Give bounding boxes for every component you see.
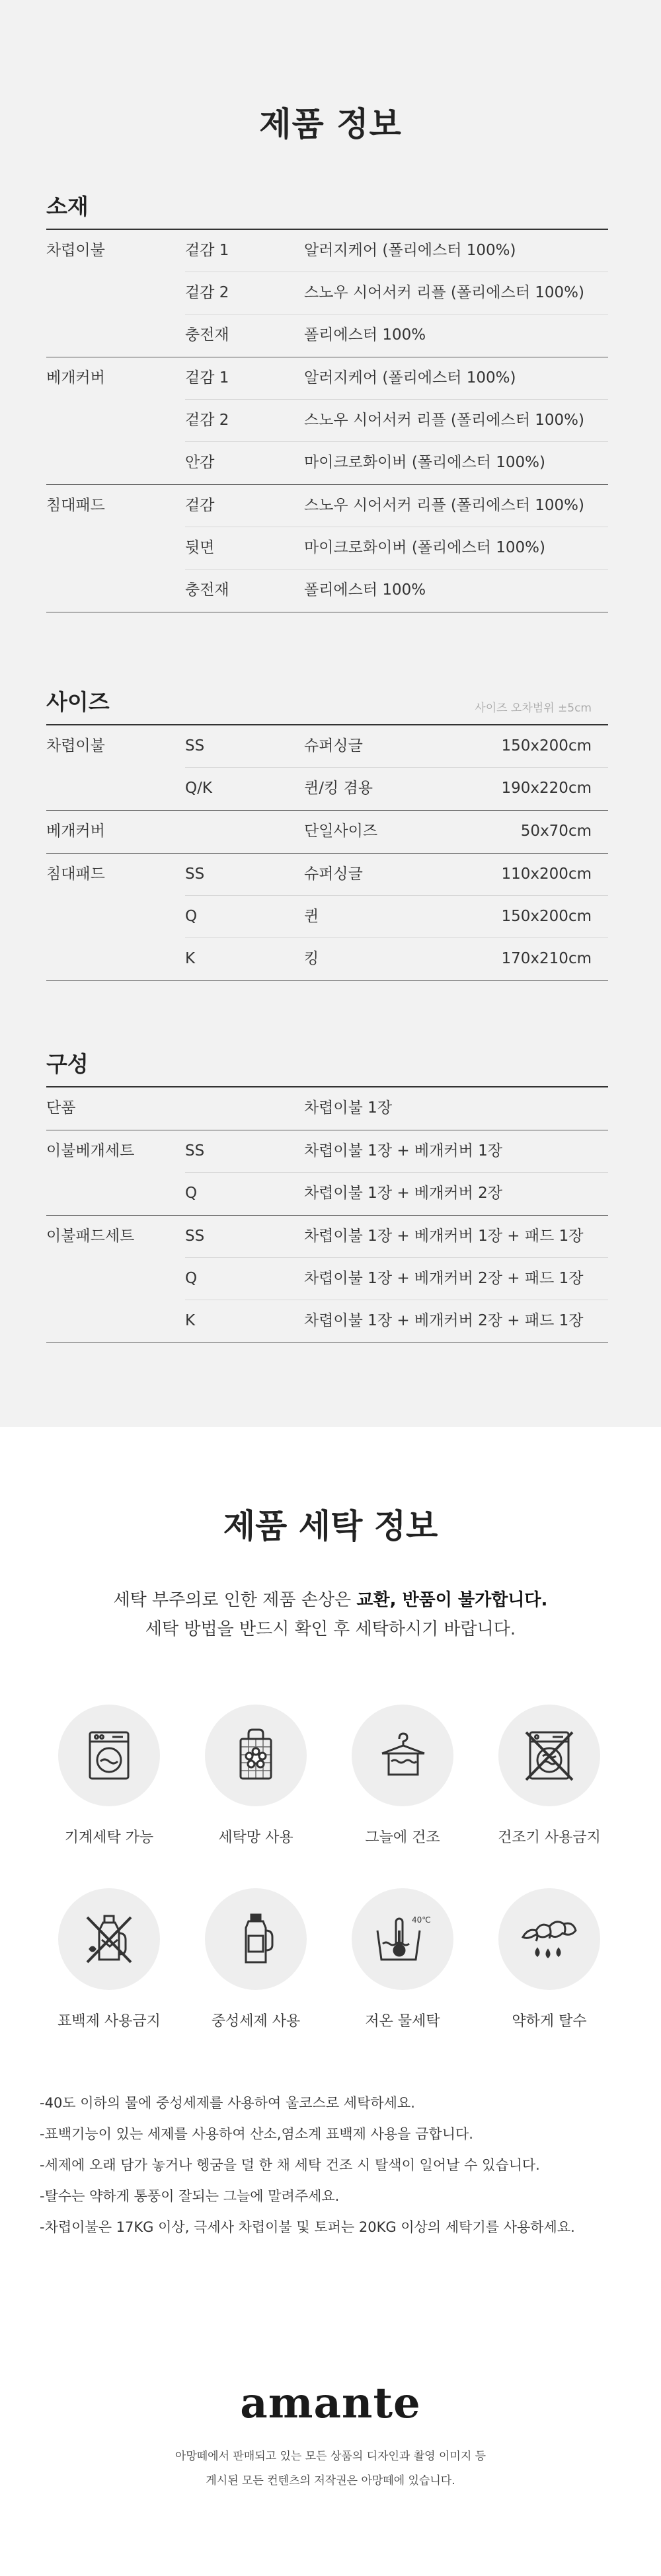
size-code: Q/K bbox=[185, 780, 212, 797]
size-product-name: 차렵이불 bbox=[46, 737, 105, 754]
care-note: -표백기능이 있는 세제를 사용하여 산소,염소계 표백제 사용을 금합니다. bbox=[40, 2126, 473, 2142]
care-note: -차렵이불은 17KG 이상, 극세사 차렵이불 및 토퍼는 20KG 이상의 세탁기를 사용하세요. bbox=[40, 2219, 575, 2235]
material-row bbox=[46, 272, 608, 314]
material-value: 폴리에스터 100% bbox=[304, 326, 426, 344]
care-label: 그늘에 건조 bbox=[365, 1829, 440, 1846]
composition-value: 차렵이불 1장 + 베개커버 1장 + 패드 1장 bbox=[304, 1228, 584, 1245]
material-part: 뒷면 bbox=[185, 539, 215, 556]
material-part: 충전재 bbox=[185, 326, 229, 344]
composition-code: SS bbox=[185, 1228, 205, 1245]
material-row bbox=[46, 442, 608, 484]
care-item bbox=[483, 1705, 615, 1847]
material-product-name: 베개커버 bbox=[46, 369, 105, 386]
care-info-section bbox=[0, 1427, 661, 2576]
care-item bbox=[190, 1705, 322, 1847]
material-product-name: 차렵이불 bbox=[46, 242, 105, 259]
composition-row bbox=[46, 1130, 608, 1173]
care-intro-warning: 교환, 반품이 불가합니다. bbox=[356, 1590, 548, 1610]
size-label: 슈퍼싱글 bbox=[304, 865, 363, 883]
material-part: 안감 bbox=[185, 454, 215, 471]
care-item bbox=[336, 1705, 469, 1847]
care-label: 표백제 사용금지 bbox=[58, 2013, 161, 2030]
composition-table-header bbox=[46, 1048, 608, 1087]
care-label: 기계세탁 가능 bbox=[64, 1829, 154, 1846]
composition-value: 차렵이불 1장 + 베개커버 2장 + 패드 1장 bbox=[304, 1270, 584, 1287]
material-value: 마이크로화이버 (폴리에스터 100%) bbox=[304, 539, 545, 556]
size-label: 단일사이즈 bbox=[304, 823, 378, 840]
material-row bbox=[46, 314, 608, 357]
material-group bbox=[46, 230, 608, 357]
material-part: 겉감 1 bbox=[185, 369, 229, 386]
care-notes bbox=[40, 2088, 635, 2243]
material-row bbox=[46, 357, 608, 400]
no-bleach-icon bbox=[58, 1888, 160, 1990]
composition-code: Q bbox=[185, 1270, 198, 1287]
care-label: 세탁망 사용 bbox=[218, 1829, 293, 1846]
material-part: 겉감 2 bbox=[185, 412, 229, 429]
material-row bbox=[46, 570, 608, 612]
composition-value: 차렵이불 1장 + 베개커버 1장 bbox=[304, 1142, 502, 1159]
size-dimension: 150x200cm bbox=[501, 737, 592, 754]
size-tolerance-note: 사이즈 오차범위 ±5cm bbox=[475, 702, 592, 715]
size-code: SS bbox=[185, 865, 205, 883]
care-label: 저온 물세탁 bbox=[365, 2013, 440, 2030]
shade-dry-icon bbox=[352, 1705, 453, 1806]
material-title: 소재 bbox=[46, 194, 89, 219]
composition-code: K bbox=[185, 1312, 196, 1329]
composition-group bbox=[46, 1087, 608, 1130]
care-intro bbox=[0, 1586, 661, 1644]
size-row bbox=[46, 811, 608, 853]
copyright-line: 아망떼에서 판매되고 있는 모든 상품의 디자인과 촬영 이미지 등 bbox=[175, 2450, 486, 2463]
low-temp-wash-icon bbox=[352, 1888, 453, 1990]
composition-row bbox=[46, 1087, 608, 1130]
size-group bbox=[46, 811, 608, 854]
size-dimension: 110x200cm bbox=[501, 865, 592, 883]
composition-title: 구성 bbox=[46, 1051, 89, 1077]
material-table-header bbox=[46, 190, 608, 230]
size-product-name: 침대패드 bbox=[46, 865, 105, 883]
material-value: 마이크로화이버 (폴리에스터 100%) bbox=[304, 454, 545, 471]
size-row bbox=[46, 768, 608, 810]
composition-row bbox=[46, 1258, 608, 1300]
size-title: 사이즈 bbox=[46, 689, 110, 715]
size-product-name: 베개커버 bbox=[46, 823, 105, 840]
material-value: 폴리에스터 100% bbox=[304, 581, 426, 599]
material-value: 스노우 시어서커 리플 (폴리에스터 100%) bbox=[304, 497, 584, 514]
copyright-notice bbox=[0, 2445, 661, 2493]
page-title: 제품 정보 bbox=[259, 105, 402, 143]
composition-value: 차렵이불 1장 + 베개커버 2장 bbox=[304, 1185, 502, 1202]
size-dimension: 190x220cm bbox=[501, 780, 592, 797]
material-value: 스노우 시어서커 리플 (폴리에스터 100%) bbox=[304, 284, 584, 301]
composition-product-name: 이불패드세트 bbox=[46, 1228, 135, 1245]
care-note: -세제에 오래 담가 놓거나 헹굼을 덜 한 채 세탁 건조 시 탈색이 일어날 수 있습니다. bbox=[40, 2157, 540, 2173]
care-item bbox=[336, 1888, 469, 2030]
size-table bbox=[46, 686, 608, 981]
size-code: K bbox=[185, 950, 196, 967]
material-part: 겉감 bbox=[185, 497, 215, 514]
no-tumble-dry-icon bbox=[498, 1705, 600, 1806]
material-part: 충전재 bbox=[185, 581, 229, 599]
material-value: 스노우 시어서커 리플 (폴리에스터 100%) bbox=[304, 412, 584, 429]
composition-group bbox=[46, 1130, 608, 1216]
material-row bbox=[46, 230, 608, 272]
composition-code: Q bbox=[185, 1185, 198, 1202]
care-note: -40도 이하의 물에 중성세제를 사용하여 울코스로 세탁하세요. bbox=[40, 2095, 415, 2111]
care-title: 제품 세탁 정보 bbox=[223, 1507, 438, 1545]
size-dimension: 50x70cm bbox=[520, 823, 592, 840]
gentle-spin-icon bbox=[498, 1888, 600, 1990]
copyright-line: 게시된 모든 컨텐츠의 저작권은 아망떼에 있습니다. bbox=[206, 2474, 455, 2487]
laundry-net-icon bbox=[205, 1705, 307, 1806]
composition-product-name: 이불베개세트 bbox=[46, 1142, 135, 1159]
care-item bbox=[483, 1888, 615, 2030]
size-label: 킹 bbox=[304, 950, 319, 967]
care-note: -탈수는 약하게 통풍이 잘되는 그늘에 말려주세요. bbox=[40, 2188, 340, 2204]
material-row bbox=[46, 485, 608, 527]
composition-row bbox=[46, 1173, 608, 1215]
size-code: Q bbox=[185, 908, 198, 925]
material-row bbox=[46, 400, 608, 442]
material-group bbox=[46, 357, 608, 485]
size-dimension: 170x210cm bbox=[501, 950, 592, 967]
size-group bbox=[46, 725, 608, 811]
size-group bbox=[46, 854, 608, 981]
composition-group bbox=[46, 1216, 608, 1343]
material-value: 알러지케어 (폴리에스터 100%) bbox=[304, 369, 516, 386]
size-row bbox=[46, 725, 608, 768]
size-table-header bbox=[46, 686, 608, 725]
care-item bbox=[43, 1705, 175, 1847]
composition-row bbox=[46, 1216, 608, 1258]
size-row bbox=[46, 896, 608, 938]
material-product-name: 침대패드 bbox=[46, 497, 105, 514]
temperature-badge: 40℃ bbox=[412, 1915, 431, 1925]
composition-value: 차렵이불 1장 bbox=[304, 1099, 393, 1117]
material-row bbox=[46, 527, 608, 570]
size-code: SS bbox=[185, 737, 205, 754]
composition-product-name: 단품 bbox=[46, 1099, 76, 1117]
size-row bbox=[46, 854, 608, 896]
composition-code: SS bbox=[185, 1142, 205, 1159]
material-group bbox=[46, 485, 608, 612]
care-intro-line2: 세탁 방법을 반드시 확인 후 세탁하시기 바랍니다. bbox=[145, 1619, 516, 1639]
care-item bbox=[190, 1888, 322, 2030]
size-label: 퀸 bbox=[304, 908, 319, 925]
size-label: 슈퍼싱글 bbox=[304, 737, 363, 754]
neutral-detergent-icon bbox=[205, 1888, 307, 1990]
material-table bbox=[46, 190, 608, 612]
washing-machine-icon bbox=[58, 1705, 160, 1806]
care-label: 약하게 탈수 bbox=[512, 2013, 587, 2030]
material-part: 겉감 1 bbox=[185, 242, 229, 259]
composition-value: 차렵이불 1장 + 베개커버 2장 + 패드 1장 bbox=[304, 1312, 584, 1329]
composition-table bbox=[46, 1048, 608, 1343]
material-part: 겉감 2 bbox=[185, 284, 229, 301]
brand-logo: amante bbox=[240, 2378, 421, 2428]
care-label: 건조기 사용금지 bbox=[498, 1829, 601, 1846]
care-label: 중성세제 사용 bbox=[211, 2013, 301, 2030]
size-dimension: 150x200cm bbox=[501, 908, 592, 925]
size-label: 퀸/킹 겸용 bbox=[304, 780, 373, 797]
care-intro-prefix: 세탁 부주의로 인한 제품 손상은 bbox=[113, 1590, 357, 1610]
care-item bbox=[43, 1888, 175, 2030]
material-value: 알러지케어 (폴리에스터 100%) bbox=[304, 242, 516, 259]
size-row bbox=[46, 938, 608, 980]
composition-row bbox=[46, 1300, 608, 1343]
